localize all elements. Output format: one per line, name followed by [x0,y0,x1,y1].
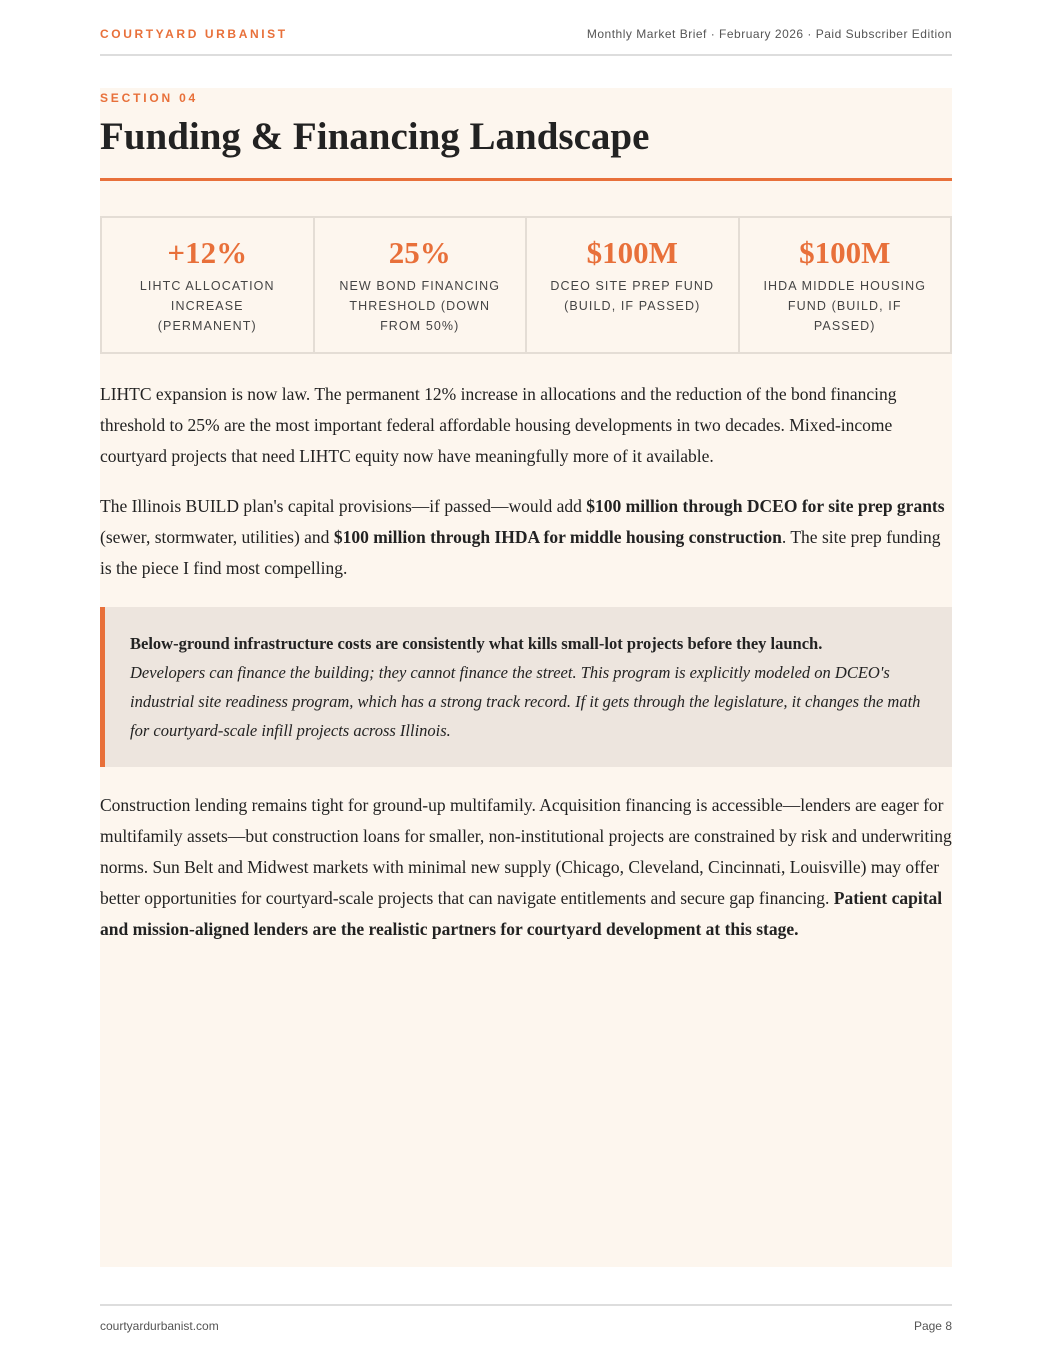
paragraph-emphasis: $100 million through DCEO for site prep grants [586,496,945,516]
brand-name: COURTYARD URBANIST [100,27,288,41]
paragraph-text: (sewer, stormwater, utilities) and [100,527,334,547]
stat-value: $100M [799,235,891,270]
paragraph-emphasis: $100 million through IHDA for middle housing construction [333,527,782,547]
stat-value: +12% [167,235,248,270]
paragraph-lihtc: LIHTC expansion is now law. The permanent 12% increase in allocations and the reduction of the bond financing threshold to 25% are the most important federal affordable housing developments in two decades. Mixed-income courtyard projects that need LIHTC equity now have meaningfully more of it available. [100,384,897,466]
stat-card-dceo-fund [527,218,740,352]
pull-quote [100,607,952,767]
stat-label: DCEO SITE PREP FUND (BUILD, IF PASSED) [550,279,715,314]
footer-site: courtyardurbanist.com [100,1319,219,1333]
stat-card-lihtc [102,218,315,352]
paragraph-build-plan [100,491,952,584]
paragraph-construction-lending [100,790,952,945]
pull-quote-lead: Below-ground infrastructure costs are consistently what kills small-lot projects before they launch. [130,634,823,653]
section-panel [100,88,952,1267]
paragraph-text: The Illinois BUILD plan's capital provisions—if passed—would add [100,496,587,516]
stats-grid [100,216,952,354]
pull-quote-body: Developers can finance the building; they cannot finance the street. This program is explicitly modeled on DCEO's industrial site readiness program, which has a strong track record. If it gets through the legislature, it changes the math for courtyard-scale infill projects across Illinois. [130,663,921,740]
stat-label: LIHTC ALLOCATION INCREASE (PERMANENT) [139,279,275,334]
stat-label: NEW BOND FINANCING THRESHOLD (DOWN FROM 50%) [339,279,501,334]
section-title: Funding & Financing Landscape [100,115,650,158]
stat-value: $100M [586,235,678,270]
edition-info: Monthly Market Brief · February 2026 · Paid Subscriber Edition [586,27,952,41]
title-divider [100,178,952,181]
paragraph-text: Construction lending remains tight for ground-up multifamily. Acquisition financing is accessible—lenders are eager for multifamily assets—but construction loans for smaller, non-institutional projects are constrained by risk and underwriting norms. Sun Belt and Midwest markets with minimal new supply (Chicago, Cleveland, Cincinnati, Louisville) may offer better opportunities for courtyard-scale projects that can navigate entitlements and secure gap financing. [100,795,952,908]
stat-label: IHDA MIDDLE HOUSING FUND (BUILD, IF PASSED) [763,279,927,334]
page-number: Page 8 [913,1319,952,1333]
section-label: SECTION 04 [100,91,199,105]
paragraph-text: . The site prep funding is the piece I find most compelling. [100,527,941,578]
page-footer [100,1304,952,1333]
page-header [100,0,952,56]
stat-value: 25% [388,235,451,270]
stat-card-bond-threshold [315,218,528,352]
stat-card-ihda-fund [740,218,951,352]
paragraph-emphasis: Patient capital and mission-aligned lenders are the realistic partners for courtyard development at this stage. [100,888,943,939]
